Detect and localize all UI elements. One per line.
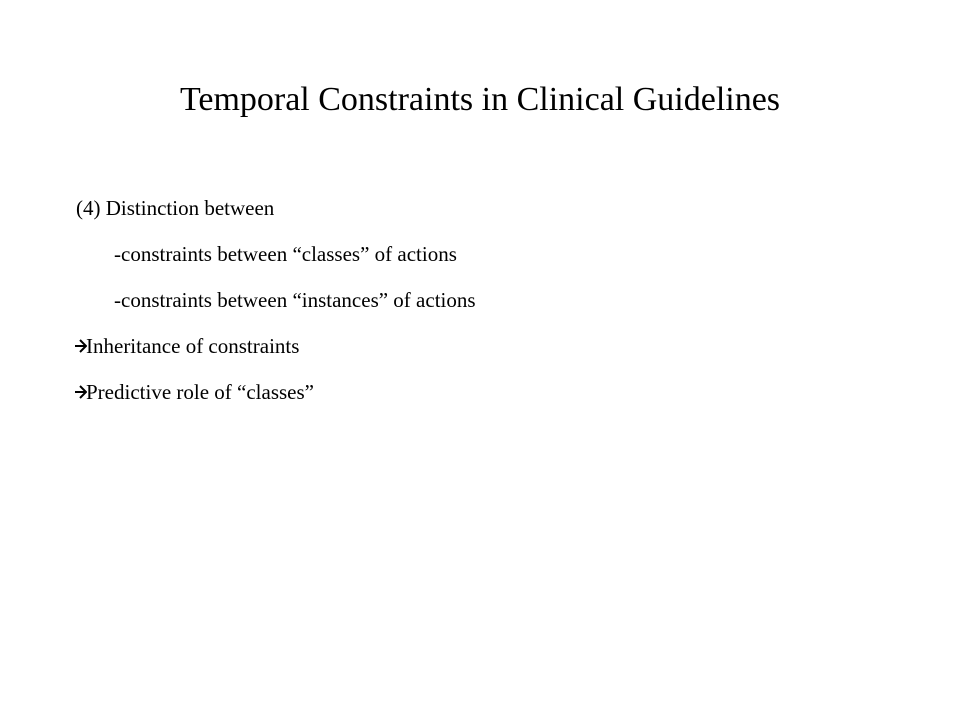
slide-title: Temporal Constraints in Clinical Guidelines <box>179 81 781 118</box>
body-line-heading: (4) Distinction between <box>76 196 275 220</box>
body-line-instance-constraints: -constraints between “instances” of actions <box>114 288 476 312</box>
slide-body <box>76 186 916 416</box>
bullet-item-inheritance <box>75 324 915 370</box>
bullet-item-predictive-role <box>75 370 915 416</box>
bullet-text: Inheritance of constraints <box>86 334 300 358</box>
right-arrow-icon <box>75 382 87 402</box>
bullet-text: Predictive role of “classes” <box>86 380 314 404</box>
right-arrow-icon <box>75 336 87 356</box>
body-line-class-constraints: -constraints between “classes” of actions <box>114 242 457 266</box>
